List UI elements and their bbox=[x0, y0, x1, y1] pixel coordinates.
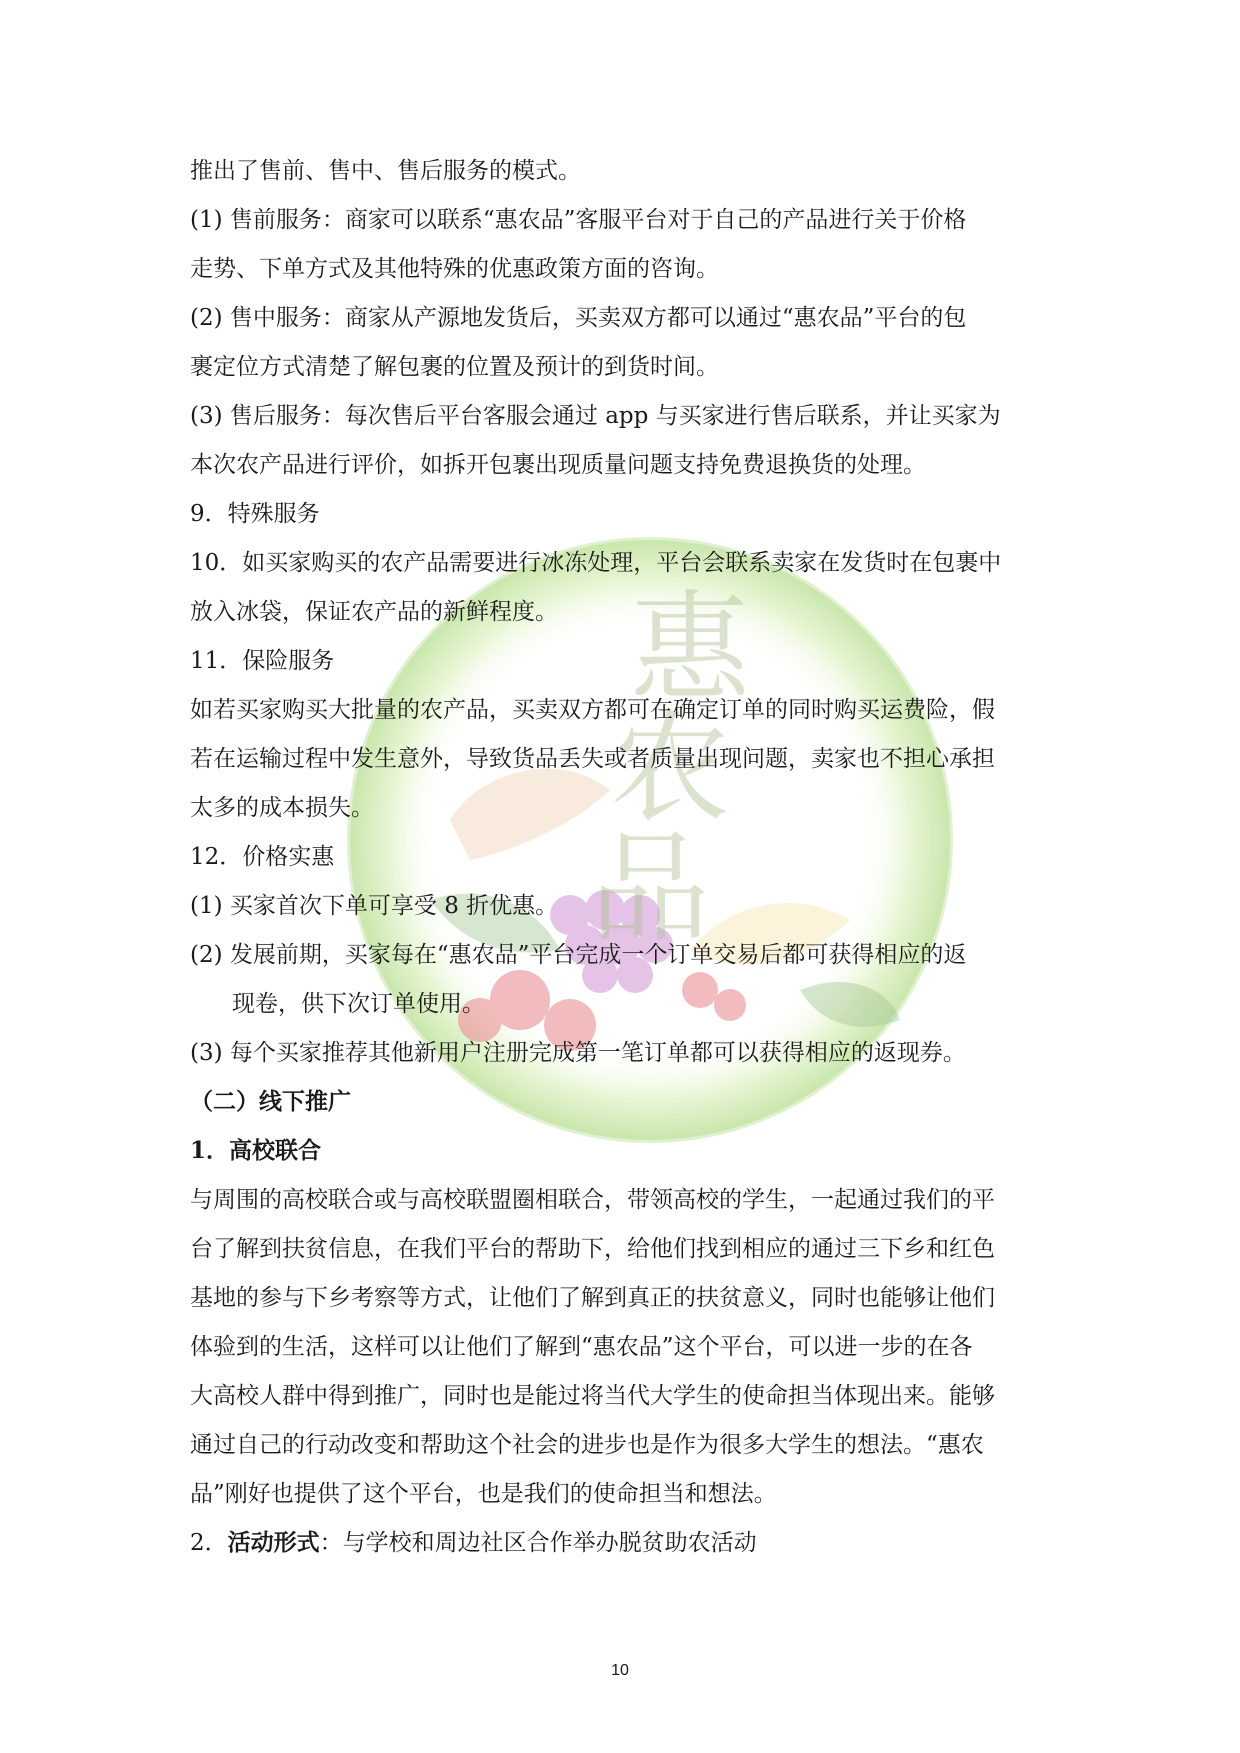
text-line: (3) 售后服务：每次售后平台客服会通过 app 与买家进行售后联系，并让买家为 bbox=[190, 403, 1001, 429]
document-body bbox=[190, 155, 1052, 1576]
text-line: (2) 售中服务：商家从产源地发货后，买卖双方都可以通过“惠农品”平台的包 bbox=[190, 305, 967, 331]
watermark-char-1: 惠 bbox=[630, 580, 750, 719]
text-line: 裹定位方式清楚了解包裹的位置及预计的到货时间。 bbox=[190, 354, 719, 380]
text-line: 放入冰袋，保证农产品的新鲜程度。 bbox=[190, 599, 558, 625]
text-line: 基地的参与下乡考察等方式，让他们了解到真正的扶贫意义，同时也能够让他们 bbox=[190, 1285, 995, 1311]
text-line: 品”刚好也提供了这个平台，也是我们的使命担当和想法。 bbox=[190, 1481, 777, 1507]
section-heading: 9．特殊服务 bbox=[190, 501, 320, 527]
text-line: 大高校人群中得到推广，同时也是能过将当代大学生的使命担当体现出来。能够 bbox=[190, 1383, 995, 1409]
list-item: (1) 买家首次下单可享受 8 折优惠。 bbox=[190, 893, 559, 919]
text-line: 与周围的高校联合或与高校联盟圈相联合，带领高校的学生，一起通过我们的平 bbox=[190, 1187, 995, 1213]
text-line: (1) 售前服务：商家可以联系“惠农品”客服平台对于自己的产品进行关于价格 bbox=[190, 207, 967, 233]
activity-number: 2． bbox=[190, 1530, 228, 1556]
text-line: 台了解到扶贫信息，在我们平台的帮助下，给他们找到相应的通过三下乡和红色 bbox=[190, 1236, 995, 1262]
text-line: 走势、下单方式及其他特殊的优惠政策方面的咨询。 bbox=[190, 256, 719, 282]
section-heading: 12．价格实惠 bbox=[190, 844, 335, 870]
text-line: 太多的成本损失。 bbox=[190, 795, 374, 821]
subsection-heading: （二）线下推广 bbox=[190, 1088, 351, 1115]
text-line: 本次农产品进行评价，如拆开包裹出现质量问题支持免费退换货的处理。 bbox=[190, 452, 926, 478]
subsection-heading: 1．高校联合 bbox=[190, 1137, 322, 1164]
list-item-continuation: 现卷，供下次订单使用。 bbox=[232, 991, 485, 1017]
text-line: 10．如买家购买的农产品需要进行冰冻处理，平台会联系卖家在发货时在包裹中 bbox=[190, 550, 1002, 576]
list-item: (2) 发展前期，买家每在“惠农品”平台完成一个订单交易后都可获得相应的返 bbox=[190, 942, 967, 968]
list-item: (3) 每个买家推荐其他新用户注册完成第一笔订单都可以获得相应的返现券。 bbox=[190, 1040, 966, 1066]
watermark-char-2: 农 bbox=[610, 700, 730, 839]
text-line: 如若买家购买大批量的农产品，买卖双方都可在确定订单的同时购买运费险，假 bbox=[190, 697, 995, 723]
activity-text: ：与学校和周边社区合作举办脱贫助农活动 bbox=[319, 1530, 757, 1556]
activity-label: 活动形式 bbox=[227, 1529, 320, 1556]
text-line: 通过自己的行动改变和帮助这个社会的进步也是作为很多大学生的想法。“惠农 bbox=[190, 1432, 984, 1458]
text-line: 体验到的生活，这样可以让他们了解到“惠农品”这个平台，可以进一步的在各 bbox=[190, 1334, 973, 1360]
text-line: 推出了售前、售中、售后服务的模式。 bbox=[190, 158, 581, 184]
watermark-char-3: 品 bbox=[590, 820, 710, 959]
section-heading: 11．保险服务 bbox=[190, 648, 335, 674]
text-line: 若在运输过程中发生意外，导致货品丢失或者质量出现问题，卖家也不担心承担 bbox=[190, 746, 995, 772]
activity-heading-line bbox=[190, 1527, 1052, 1559]
page-number: 10 bbox=[611, 1662, 629, 1679]
